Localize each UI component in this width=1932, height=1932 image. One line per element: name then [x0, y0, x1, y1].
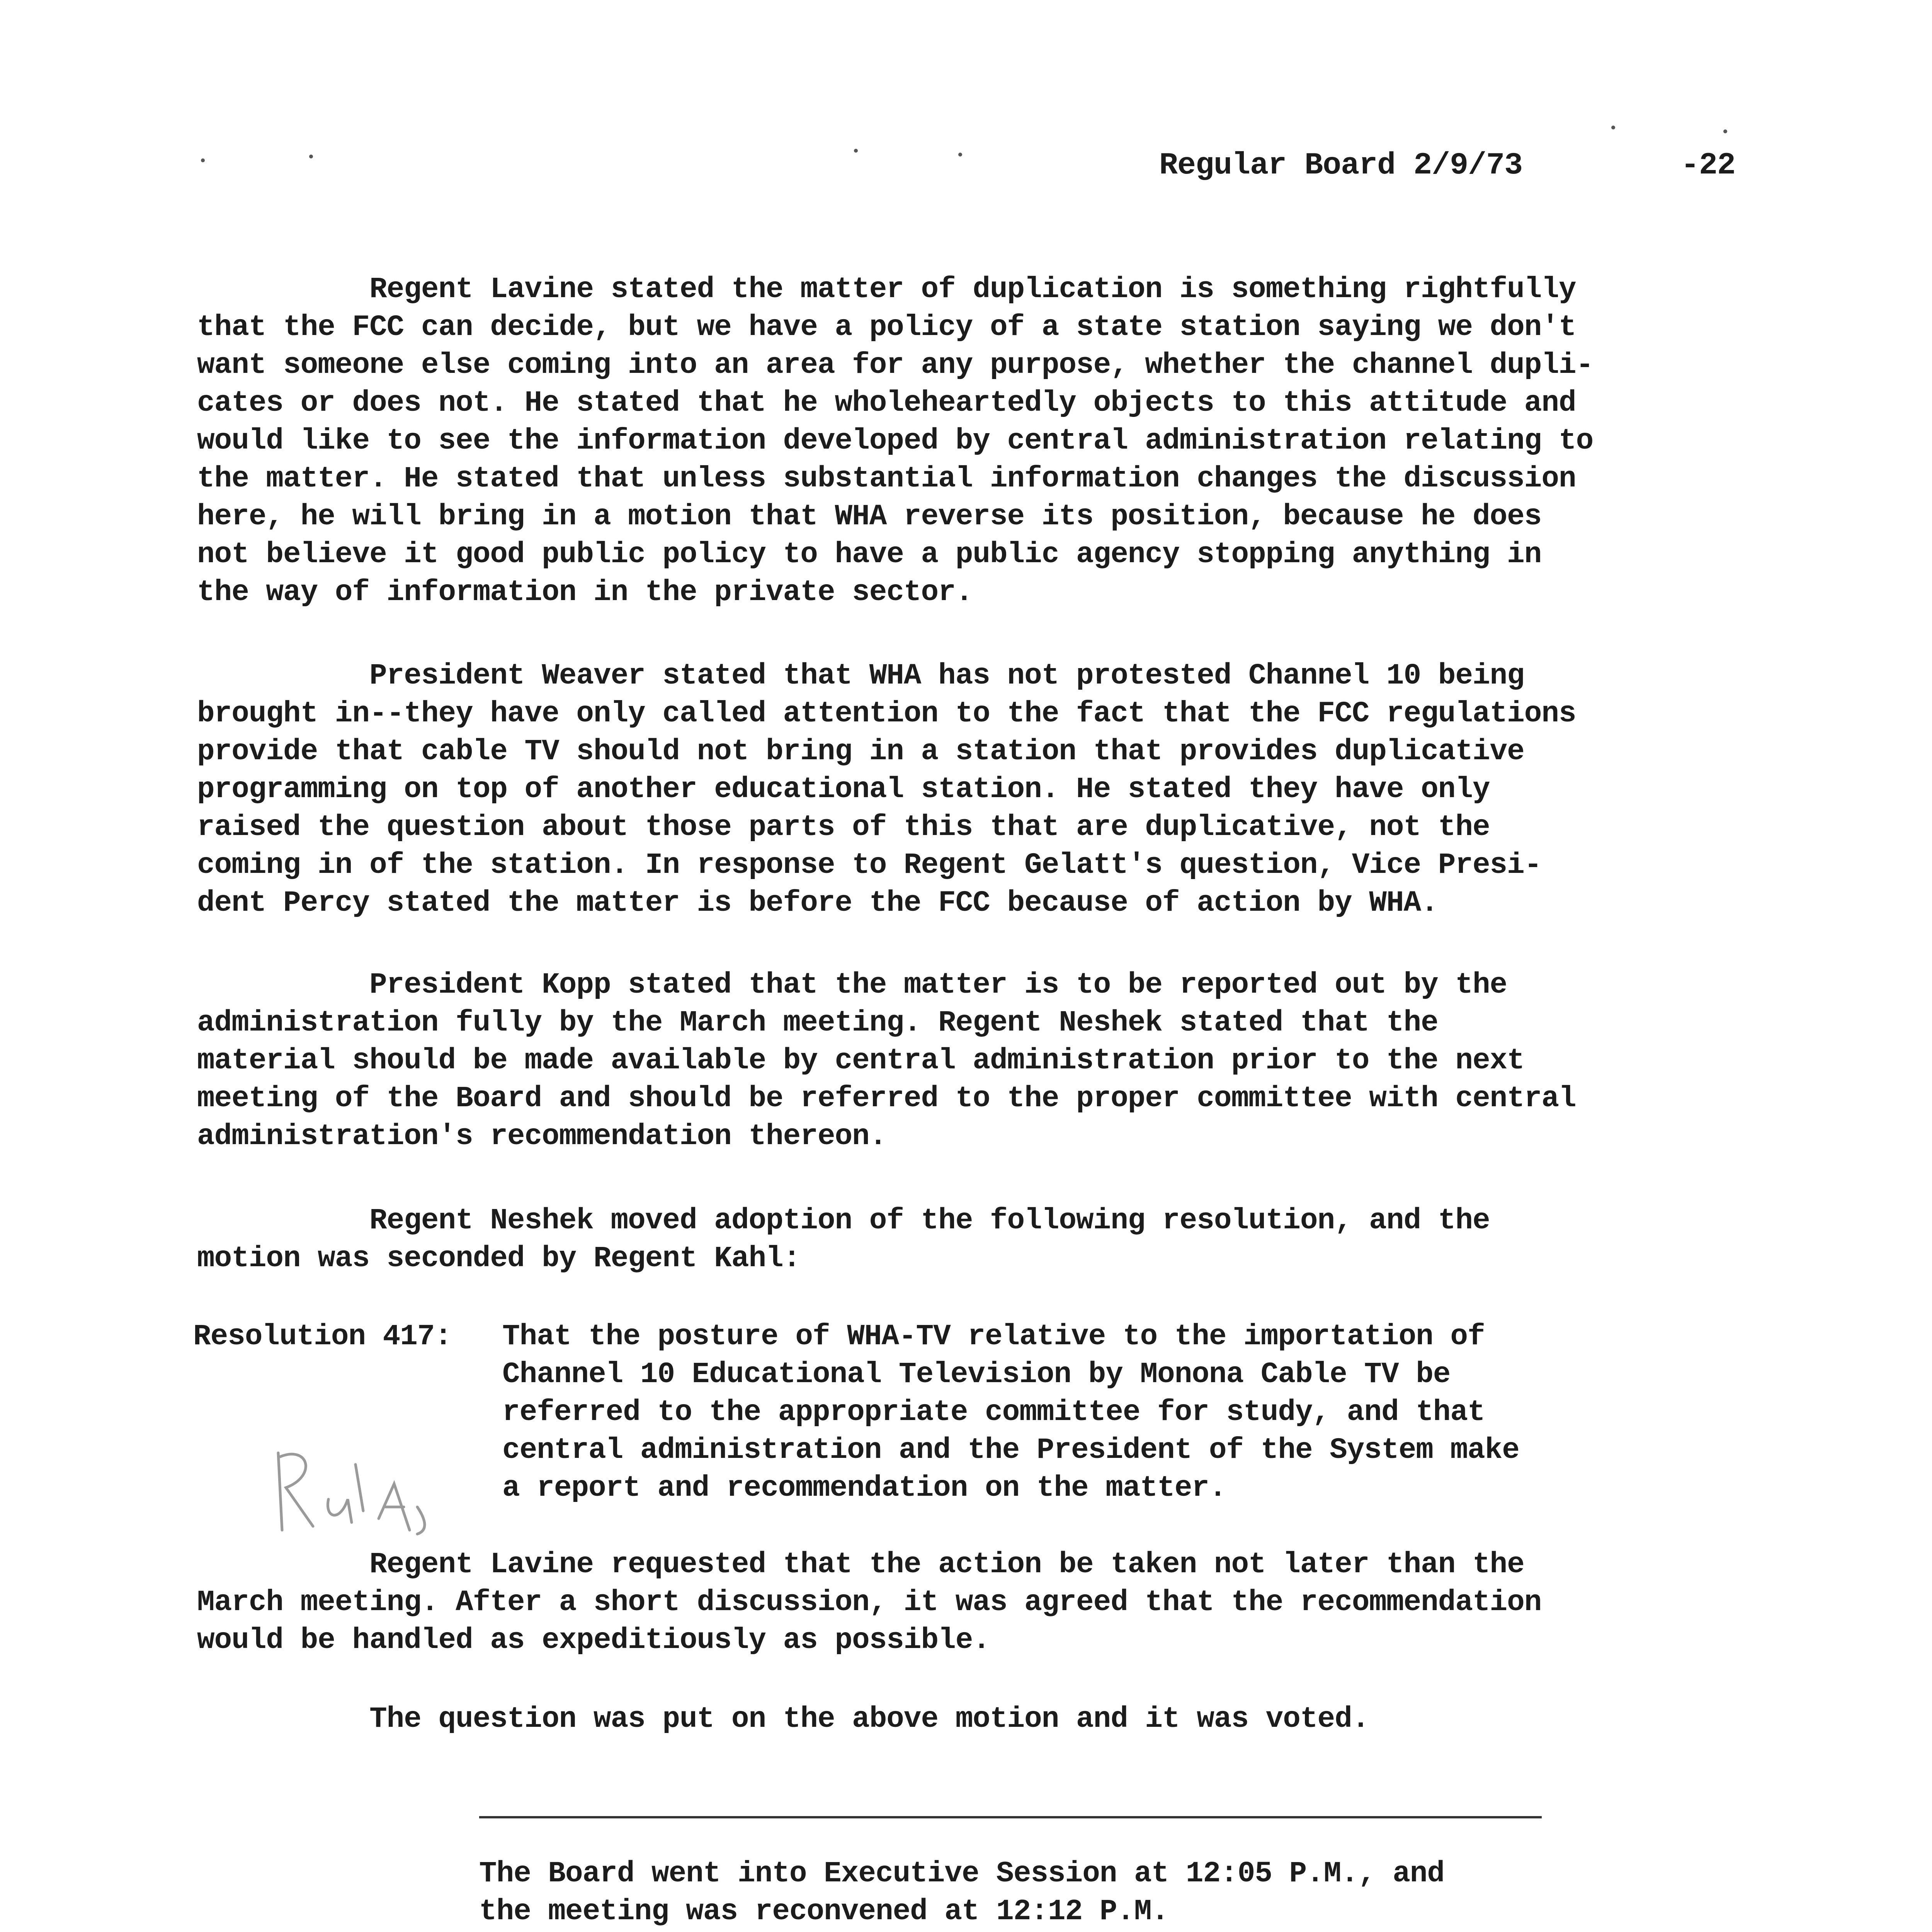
scan-speck	[201, 158, 205, 162]
scan-speck	[958, 153, 962, 156]
paragraph-lavine-request: Regent Lavine requested that the action be taken not later than the March meeting. After a short discussion, it was agreed that the recommendation would be handled as expeditiously as possible.	[197, 1548, 1542, 1657]
executive-session-note: The Board went into Executive Session at 12:05 P.M., and the meeting was reconvened at 12:12 P.M.	[479, 1857, 1445, 1928]
scan-speck	[854, 149, 858, 153]
resolution-text: That the posture of WHA-TV relative to the importation of Channel 10 Educational Television by Monona Cable TV be referred to the appropriate committee for study, and that central administration and the President of the System make a report and recommendation on the matter.	[502, 1320, 1519, 1505]
paragraph-kopp-statement: President Kopp stated that the matter is to be reported out by the administration fully by the March meeting. Regent Neshek stated that the material should be made available by central administration prior to the next meeting of the Board and should be referred to the proper committee with central administration's recommendation thereon.	[197, 968, 1576, 1153]
scan-speck	[1723, 129, 1727, 133]
paragraph-neshek-motion: Regent Neshek moved adoption of the following resolution, and the motion was seconded by Regent Kahl:	[197, 1204, 1490, 1275]
scan-speck	[1611, 126, 1615, 129]
paragraph-lavine-duplication: Regent Lavine stated the matter of duplication is something rightfully that the FCC can decide, but we have a policy of a state station saying we don't want someone else coming into an area for any purpose, whether the channel dupli- cates or does not. He stated that he wholeheartedly objects to this attitude and would like to see the information developed by central administration relating to the matter. He stated that unless substantial information changes the discussion here, he will bring in a motion that WHA reverse its position, because he does not believe it good public policy to have a public agency stopping anything in the way of information in the private sector.	[197, 273, 1594, 609]
handwritten-initials-mark	[263, 1430, 433, 1546]
page-header-number: -22	[1681, 148, 1736, 183]
section-divider	[479, 1816, 1542, 1818]
scan-speck	[309, 155, 313, 158]
resolution-label: Resolution 417:	[193, 1320, 452, 1353]
page-header-title: Regular Board 2/9/73	[1159, 148, 1523, 183]
paragraph-question-voted: The question was put on the above motion and it was voted.	[197, 1702, 1369, 1736]
paragraph-weaver-statement: President Weaver stated that WHA has not protested Channel 10 being brought in--they have only called attention to the fact that the FCC regulations provide that cable TV should not bring in a station that provides duplicative programming on top of another educational station. He stated they have only raised the question about those parts of this that are duplicative, not the coming in of the station. In response to Regent Gelatt's question, Vice Presi- dent Percy stated the matter is before the FCC because of action by WHA.	[197, 659, 1576, 920]
